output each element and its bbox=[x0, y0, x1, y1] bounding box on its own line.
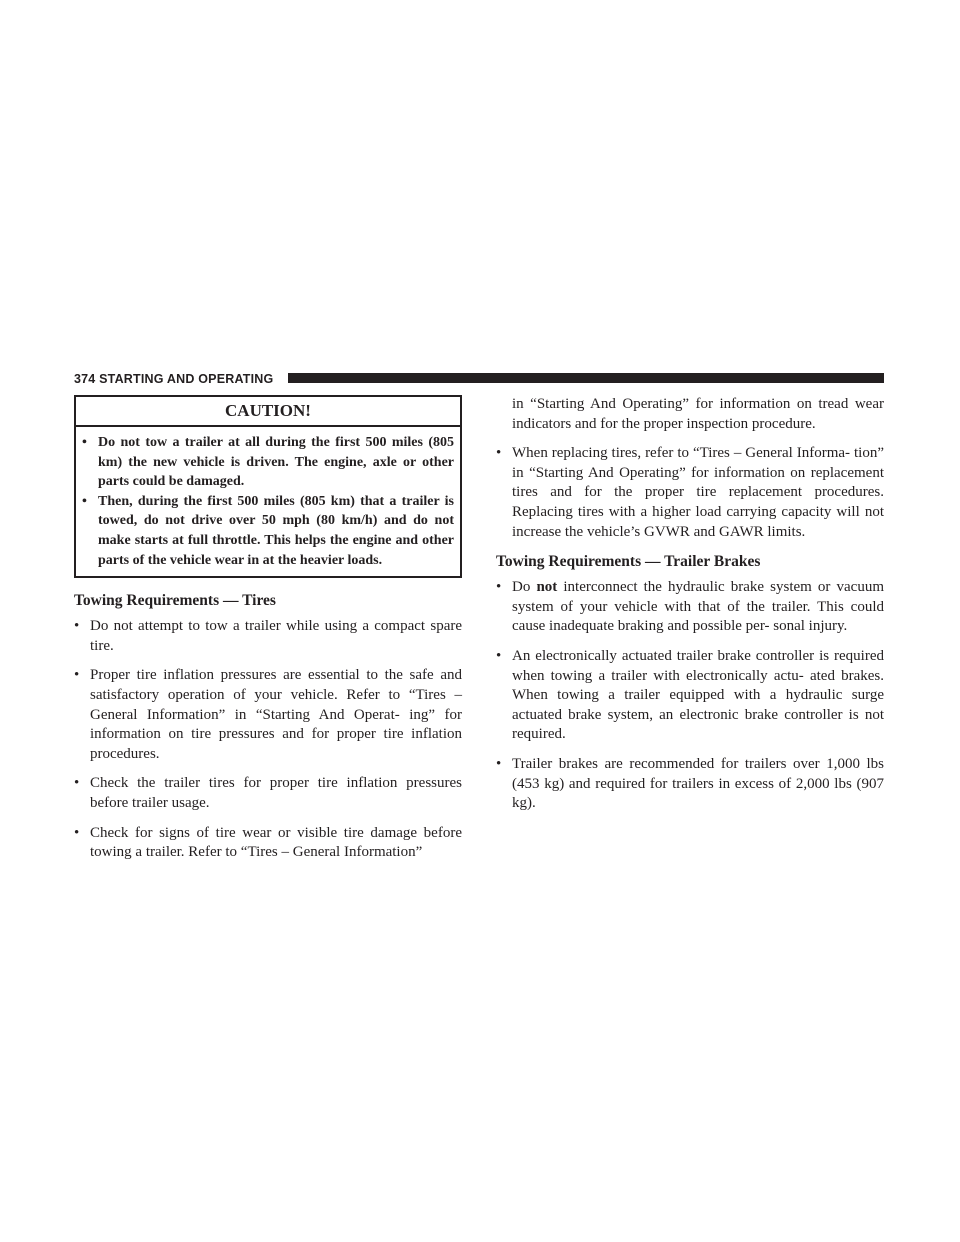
bullet-icon: • bbox=[496, 647, 502, 664]
list-item-emphasis: not bbox=[536, 579, 558, 596]
brakes-heading: Towing Requirements — Trailer Brakes bbox=[496, 553, 761, 571]
list-item-text: interconnect the hydraulic brake system or vacuum system of your vehicle with that of the trailer. This could cause inadequate braking and possible per- sonal injury. bbox=[512, 579, 884, 635]
list-item-text: Trailer brakes are recommended for trailers over 1,000 lbs (453 kg) and required for trailers in excess of 2,000 lbs (907 kg). bbox=[512, 755, 884, 812]
list-item-text: Do not attempt to tow a trailer while using a compact spare tire. bbox=[90, 618, 462, 654]
list-item bbox=[496, 444, 884, 542]
caution-item bbox=[82, 492, 454, 570]
list-item bbox=[496, 578, 884, 637]
list-item bbox=[496, 755, 884, 814]
right-column bbox=[496, 395, 884, 824]
bullet-icon: • bbox=[74, 667, 80, 684]
running-header bbox=[74, 371, 884, 387]
tires-list bbox=[74, 617, 462, 863]
bullet-icon: • bbox=[496, 579, 502, 596]
bullet-icon: • bbox=[74, 824, 80, 841]
list-item bbox=[74, 774, 462, 813]
list-item-text: Proper tire inflation pressures are essential to the safe and satisfactory operation of your vehicle. Refer to “Tires – General Information” in “Starting And Operat- ing” for information on tire pressures and for proper tire inflation procedures. bbox=[90, 667, 462, 762]
header-rule bbox=[288, 373, 884, 383]
caution-item-text: Then, during the first 500 miles (805 km) that a trailer is towed, do not drive over 50 mph (80 km/h) and do not make starts at full throttle. This helps the engine and other parts of the vehicle wear in at the heavier loads. bbox=[98, 493, 454, 568]
brakes-list bbox=[496, 578, 884, 814]
tires-heading: Towing Requirements — Tires bbox=[74, 592, 276, 610]
caution-item-text: Do not tow a trailer at all during the first 500 miles (805 km) the new vehicle is driven. The engine, axle or other parts could be damaged. bbox=[98, 435, 454, 490]
list-item-text: Check the trailer tires for proper tire inflation pressures before trailer usage. bbox=[90, 775, 462, 811]
bullet-icon: • bbox=[496, 755, 502, 772]
bullet-icon: • bbox=[74, 618, 80, 635]
list-item bbox=[74, 666, 462, 764]
caution-box bbox=[74, 395, 462, 578]
caution-list bbox=[76, 427, 460, 576]
bullet-icon: • bbox=[74, 775, 80, 792]
list-item bbox=[74, 617, 462, 656]
caution-title: CAUTION! bbox=[76, 397, 460, 427]
caution-item bbox=[82, 433, 454, 492]
list-item-text: An electronically actuated trailer brake controller is required when towing a trailer with electronically actu- ated brakes. When towing a trailer equipped with a hydraulic surge actuated brake system, an electronic brake controller is not required. bbox=[512, 647, 884, 743]
header-label: 374 STARTING AND OPERATING bbox=[74, 371, 279, 387]
continued-text: in “Starting And Operating” for information on tread wear indicators and for the proper inspection procedure. bbox=[512, 396, 884, 432]
list-item bbox=[496, 647, 884, 745]
bullet-icon: • bbox=[82, 435, 87, 450]
list-item-text: When replacing tires, refer to “Tires – General Informa- tion” in “Starting And Operating” for information on replacement tires and for the proper tire replacement procedures. Replacing tires with a higher load carrying capacity will not increase the vehicle’s GVWR and GAWR limits. bbox=[512, 445, 884, 540]
list-item-text: Check for signs of tire wear or visible tire damage before towing a trailer. Refer to “Tires – General Information” bbox=[90, 824, 462, 861]
list-item-prefix: Do bbox=[512, 579, 537, 596]
tires-list-continued bbox=[496, 444, 884, 542]
list-item bbox=[74, 824, 462, 863]
bullet-icon: • bbox=[496, 445, 502, 462]
bullet-icon: • bbox=[82, 493, 87, 509]
left-column bbox=[74, 395, 462, 873]
